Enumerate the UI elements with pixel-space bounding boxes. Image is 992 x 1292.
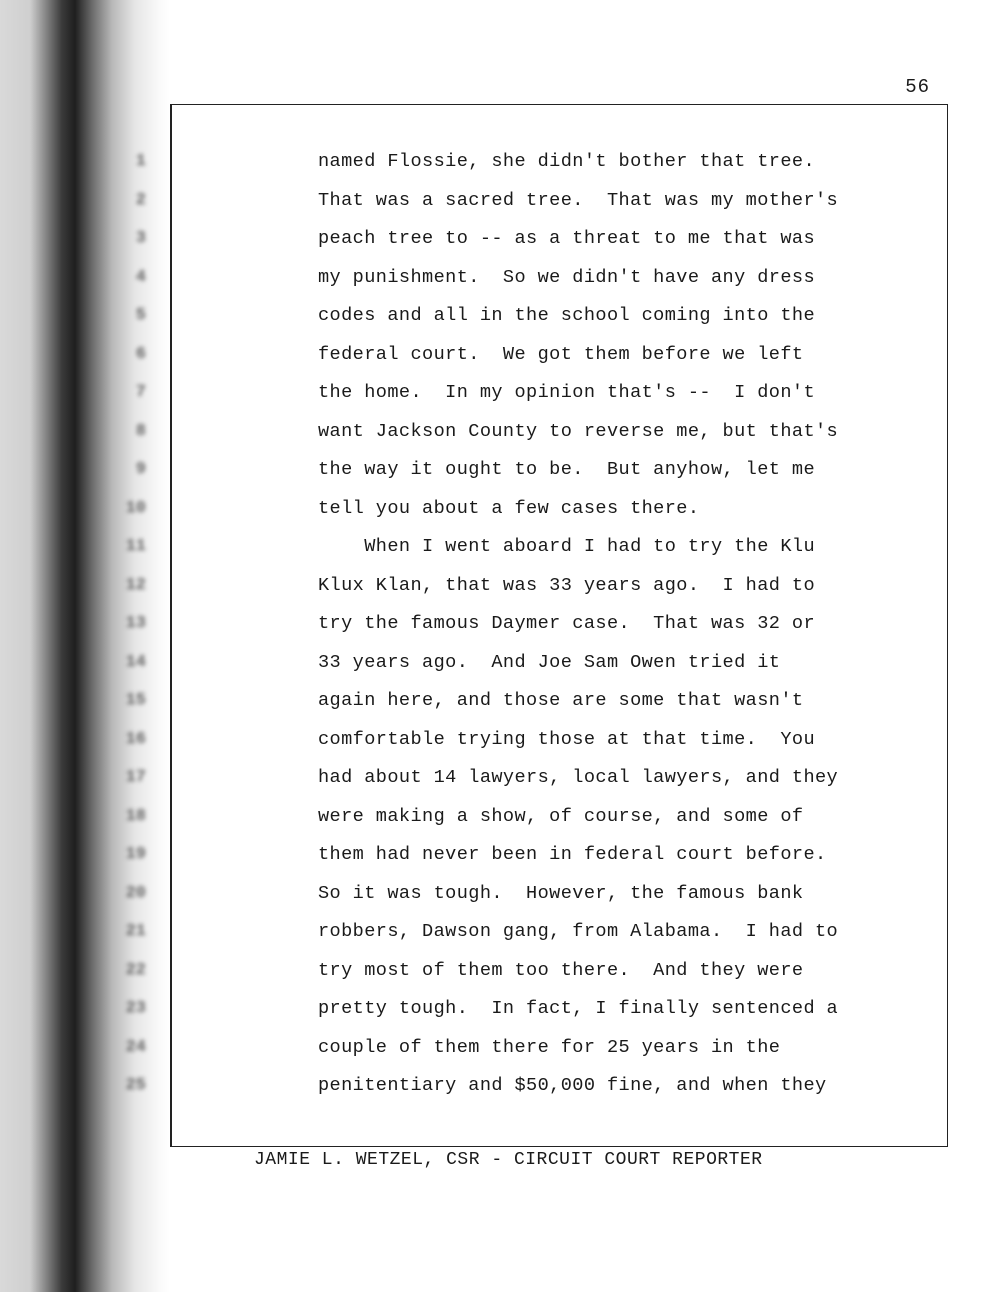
transcript-line: codes and all in the school coming into the	[318, 305, 815, 326]
transcript-line: robbers, Dawson gang, from Alabama. I had to	[318, 921, 839, 942]
line-number: 17	[125, 768, 146, 787]
transcript-line: When I went aboard I had to try the Klu	[318, 536, 815, 557]
transcript-line: the way it ought to be. But anyhow, let me	[318, 459, 815, 480]
transcript-line: That was a sacred tree. That was my mother's	[318, 189, 839, 211]
line-number: 3	[135, 229, 146, 248]
transcript-line: were making a show, of course, and some of	[318, 805, 804, 827]
page-number: 56	[905, 76, 930, 98]
transcript-line: couple of them there for 25 years in the	[318, 1036, 781, 1058]
line-numbers	[112, 143, 146, 1106]
line-number: 12	[125, 575, 146, 595]
line-number: 4	[135, 267, 146, 287]
line-number: 1	[135, 152, 146, 171]
transcript-line: the home. In my opinion that's -- I don't	[318, 382, 815, 403]
transcript-line: had about 14 lawyers, local lawyers, and they	[318, 767, 839, 788]
line-number: 2	[135, 190, 146, 210]
line-number: 8	[135, 421, 146, 441]
line-number: 19	[125, 845, 146, 864]
line-number: 6	[135, 344, 146, 364]
transcript-line: federal court. We got them before we left	[318, 343, 804, 365]
transcript-line: peach tree to -- as a threat to me that was	[318, 228, 815, 249]
transcript-line: want Jackson County to reverse me, but that's	[318, 420, 839, 442]
transcript-line: named Flossie, she didn't bother that tree.	[318, 151, 815, 172]
line-number: 9	[135, 460, 146, 479]
transcript-line: penitentiary and $50,000 fine, and when they	[318, 1075, 827, 1096]
line-number: 15	[125, 691, 146, 710]
line-number: 11	[125, 537, 146, 556]
line-number: 5	[135, 306, 146, 325]
line-number: 20	[125, 883, 146, 903]
transcript-line: Klux Klan, that was 33 years ago. I had to	[318, 574, 815, 596]
transcript-line: 33 years ago. And Joe Sam Owen tried it	[318, 651, 781, 673]
line-number: 10	[125, 498, 146, 518]
transcript-line: my punishment. So we didn't have any dress	[318, 266, 815, 288]
transcript-line: try the famous Daymer case. That was 32 or	[318, 613, 815, 634]
transcript-line: tell you about a few cases there.	[318, 497, 700, 519]
transcript-line: again here, and those are some that wasn't	[318, 690, 804, 711]
line-number: 13	[125, 614, 146, 633]
transcript-line: them had never been in federal court before.	[318, 844, 827, 865]
reporter-footer: JAMIE L. WETZEL, CSR - CIRCUIT COURT REPORTER	[254, 1150, 763, 1170]
transcript-line: try most of them too there. And they were	[318, 959, 804, 981]
transcript-text	[318, 143, 918, 1106]
line-number: 14	[125, 652, 146, 672]
line-number: 7	[135, 383, 146, 402]
transcript-line: comfortable trying those at that time. You	[318, 728, 815, 750]
line-number: 18	[125, 806, 146, 826]
line-number: 23	[125, 999, 146, 1018]
transcript-line: So it was tough. However, the famous bank	[318, 882, 804, 904]
line-number: 16	[125, 729, 146, 749]
line-number: 25	[125, 1076, 146, 1095]
line-number: 24	[125, 1037, 146, 1057]
line-number: 21	[125, 922, 146, 941]
transcript-line: pretty tough. In fact, I finally sentenced a	[318, 998, 839, 1019]
line-number: 22	[125, 960, 146, 980]
